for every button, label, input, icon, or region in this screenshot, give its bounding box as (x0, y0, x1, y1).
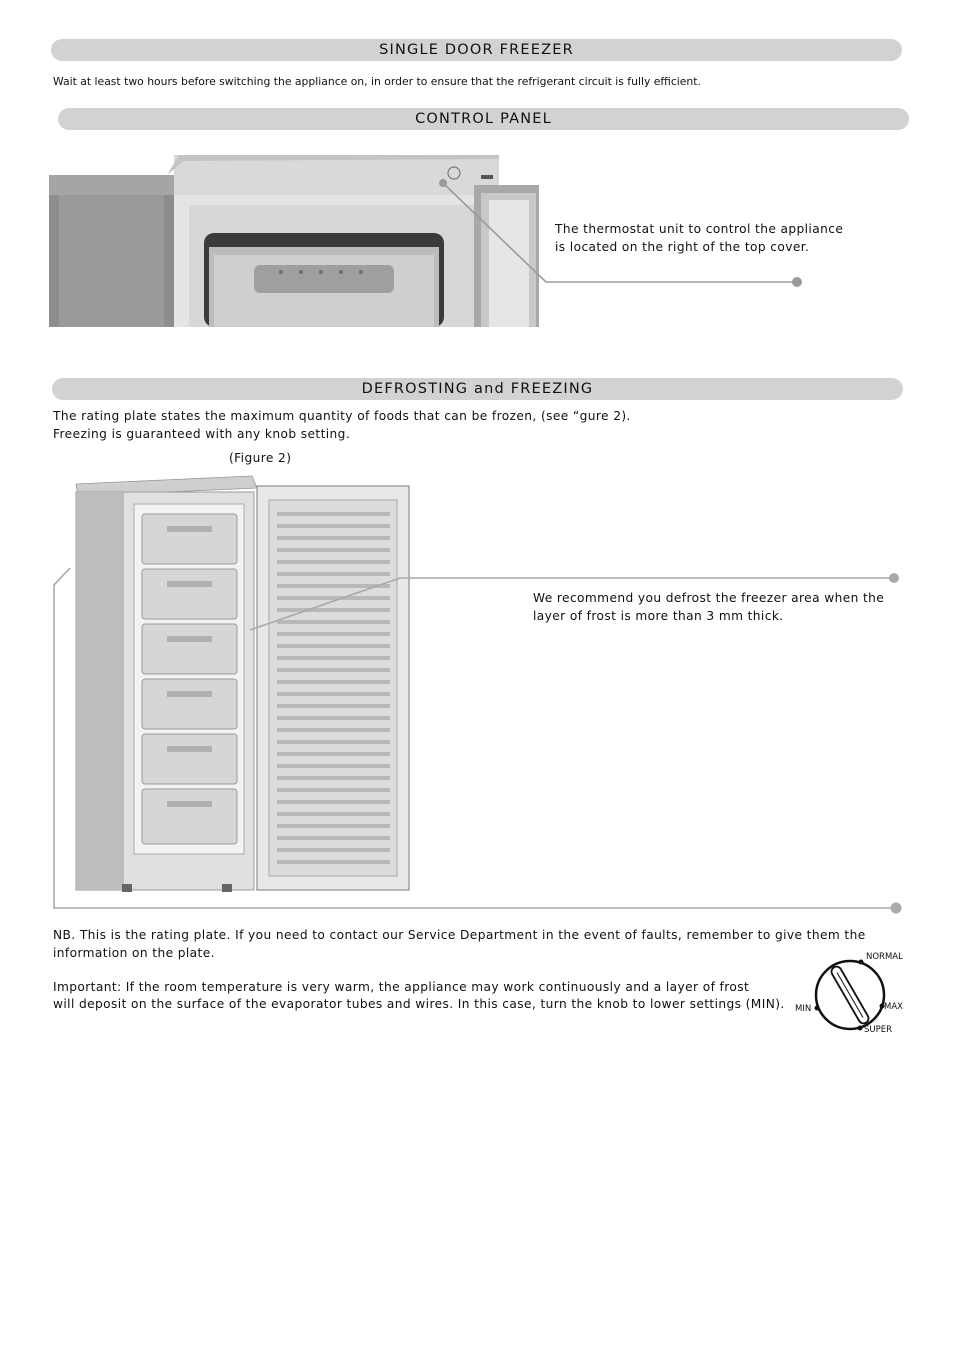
defrost-note-line1: We recommend you defrost the freezer area when the (533, 591, 885, 605)
intro-text: Wait at least two hours before switching the appliance on, in order to ensure that the refrigerant circuit is fully efficient. (53, 75, 701, 88)
important-text-line1: Important: If the room temperature is very warm, the appliance may work continuously and a layer of frost (53, 980, 750, 994)
important-text-line2: will deposit on the surface of the evaporator tubes and wires. In this case, turn the knob to lower settings (MIN). (53, 997, 785, 1011)
knob-label-super: SUPER (864, 1025, 893, 1035)
rating-text-line1: The rating plate states the maximum quantity of foods that can be frozen, (see “gure 2). (53, 409, 631, 423)
control-note-line2: is located on the right of the top cover. (555, 240, 810, 254)
knob-label-max: MAX (884, 1002, 903, 1012)
nb-text-line2: information on the plate. (53, 946, 215, 960)
defrost-note-line2: layer of frost is more than 3 mm thick. (533, 609, 784, 623)
figure-caption: (Figure 2) (229, 451, 292, 465)
nb-text-line1: NB. This is the rating plate. If you need to contact our Service Department in the event of faults, remember to give them the (53, 928, 866, 942)
knob-label-normal: NORMAL (866, 952, 903, 962)
single-door-freezer-heading: SINGLE DOOR FREEZER (51, 39, 902, 61)
defrosting-freezing-heading: DEFROSTING and FREEZING (52, 378, 903, 400)
knob-label-min: MIN (795, 1004, 812, 1014)
control-panel-heading: CONTROL PANEL (58, 108, 909, 130)
control-note-line1: The thermostat unit to control the appliance (555, 222, 844, 236)
rating-text-line2: Freezing is guaranteed with any knob setting. (53, 427, 351, 441)
